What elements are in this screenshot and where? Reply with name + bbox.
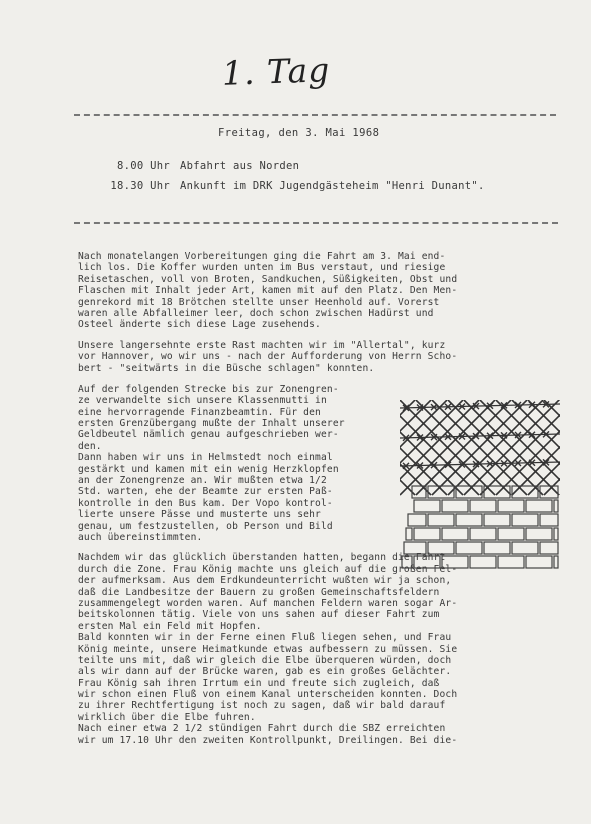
schedule [76,160,485,200]
schedule-time: 8.00 Uhr [117,160,170,172]
text-line: bert - "seitwärts in die Büsche schlagen" konnten. [78,362,375,374]
text-line: Bald konnten wir in der Ferne einen Fluß liegen sehen, und Frau [78,632,452,644]
text-line: an der Zonengrenze an. Wir mußten etwa 1/2 [78,475,327,487]
day-title: 1. Tag [221,50,331,93]
schedule-row [76,180,485,200]
text-line: durch die Zone. Frau König machte uns gleich auf die großen Fel- [78,563,458,575]
text-line: wirklich über die Elbe fuhren. [78,711,256,723]
text-line: gestärkt und kamen mit ein wenig Herzklopfen [78,463,339,475]
brick-wall [402,486,558,568]
text-line: Unsere langersehnte erste Rast machten wir im "Allertal", kurz [78,339,446,351]
text-line: den. [78,440,102,452]
text-line: ersten Grenzübergang mußte der Inhalt unserer [78,418,345,430]
text-line: auch übereinstimmten. [78,531,203,543]
text-line: Nachdem wir das glücklich überstanden hatten, begann die Fahrt [78,552,446,564]
text-line: waren alle Abfalleimer leer, doch schon zwischen Hadürst und [78,307,434,319]
schedule-description: Abfahrt aus Norden [180,160,300,172]
text-line: Geldbeutel nämlich genau aufgeschrieben wer- [78,429,339,441]
text-line: Osteel änderte sich diese Lage zusehends. [78,319,321,331]
text-line: beitskolonnen tätig. Viele von uns sahen auf dieser Fahrt zum [78,609,440,621]
schedule-row [76,160,485,180]
barbed-wire-fence [400,400,560,495]
text-line: lierte unsere Pässe und musterte uns sehr [78,509,321,521]
text-line: lich los. Die Koffer wurden unten im Bus verstaut, und riesige [78,262,446,274]
paragraph-first-rest [78,340,457,374]
text-line: Dann haben wir uns in Helmstedt noch einmal [78,452,333,464]
divider-bottom [74,222,558,224]
text-line: zusammengelegt worden waren. Auf manchen Feldern waren sogar Ar- [78,597,458,609]
border-fence-illustration [400,400,560,578]
text-line: wir schon einen Fluß von einem Kanal unterscheiden konnten. Doch [78,689,458,701]
schedule-description: Ankunft im DRK Jugendgästeheim "Henri Dunant". [180,180,485,192]
text-line: Nach einer etwa 2 1/2 stündigen Fahrt durch die SBZ erreichten [78,723,446,735]
date-line: Freitag, den 3. Mai 1968 [218,127,380,139]
text-line: teilte uns mit, daß wir gleich die Elbe überqueren würden, doch [78,654,452,666]
text-line: als wir dann auf der Brücke waren, gab es ein großes Gelächter. [78,666,452,678]
text-line: Auf der folgenden Strecke bis zur Zonengren- [78,383,339,395]
text-line: eine hervorragende Finanzbeamtin. Für den [78,406,321,418]
text-line: König meinte, unsere Heimatkunde etwas aufbessern zu müssen. Sie [78,643,458,655]
text-line: Reisetaschen, voll von Broten, Sandkuchen, Süßigkeiten, Obst und [78,273,458,285]
schedule-time: 18.30 Uhr [110,180,170,192]
text-line: Frau König sah ihren Irrtum ein und freute sich zugleich, daß [78,677,440,689]
text-line: daß die Landbesitze der Bauern zu großen Gemeinschaftsfeldern [78,586,440,598]
divider-top [74,114,556,116]
text-line: wir um 17.10 Uhr den zweiten Kontrollpunkt, Dreilingen. Bei die- [78,734,458,746]
text-line: der aufmerksam. Aus dem Erdkundeunterricht wußten wir ja schon, [78,575,452,587]
text-line: genau, um festzustellen, ob Person und Bild [78,520,333,532]
text-line: kontrolle in den Bus kam. Der Vopo kontrol- [78,497,333,509]
text-line: ersten Mal ein Feld mit Hopfen. [78,620,262,632]
text-line: ze verwandelte sich unsere Klassenmutti in [78,395,327,407]
text-line: vor Hannover, wo wir uns - nach der Aufforderung von Herrn Scho- [78,351,458,363]
text-line: Std. warten, ehe der Beamte zur ersten Paß- [78,486,333,498]
text-line: genrekord mit 18 Brötchen stellte unser Heenhold auf. Vorerst [78,296,440,308]
text-line: Flaschen mit Inhalt jeder Art, kamen mit auf den Platz. Den Men- [78,285,458,297]
paragraph-departure [78,251,457,331]
paragraph-zone [78,552,457,746]
text-line: zu ihrer Rechtfertigung ist noch zu sagen, daß wir bald darauf [78,700,446,712]
text-line: Nach monatelangen Vorbereitungen ging die Fahrt am 3. Mai end- [78,251,446,262]
